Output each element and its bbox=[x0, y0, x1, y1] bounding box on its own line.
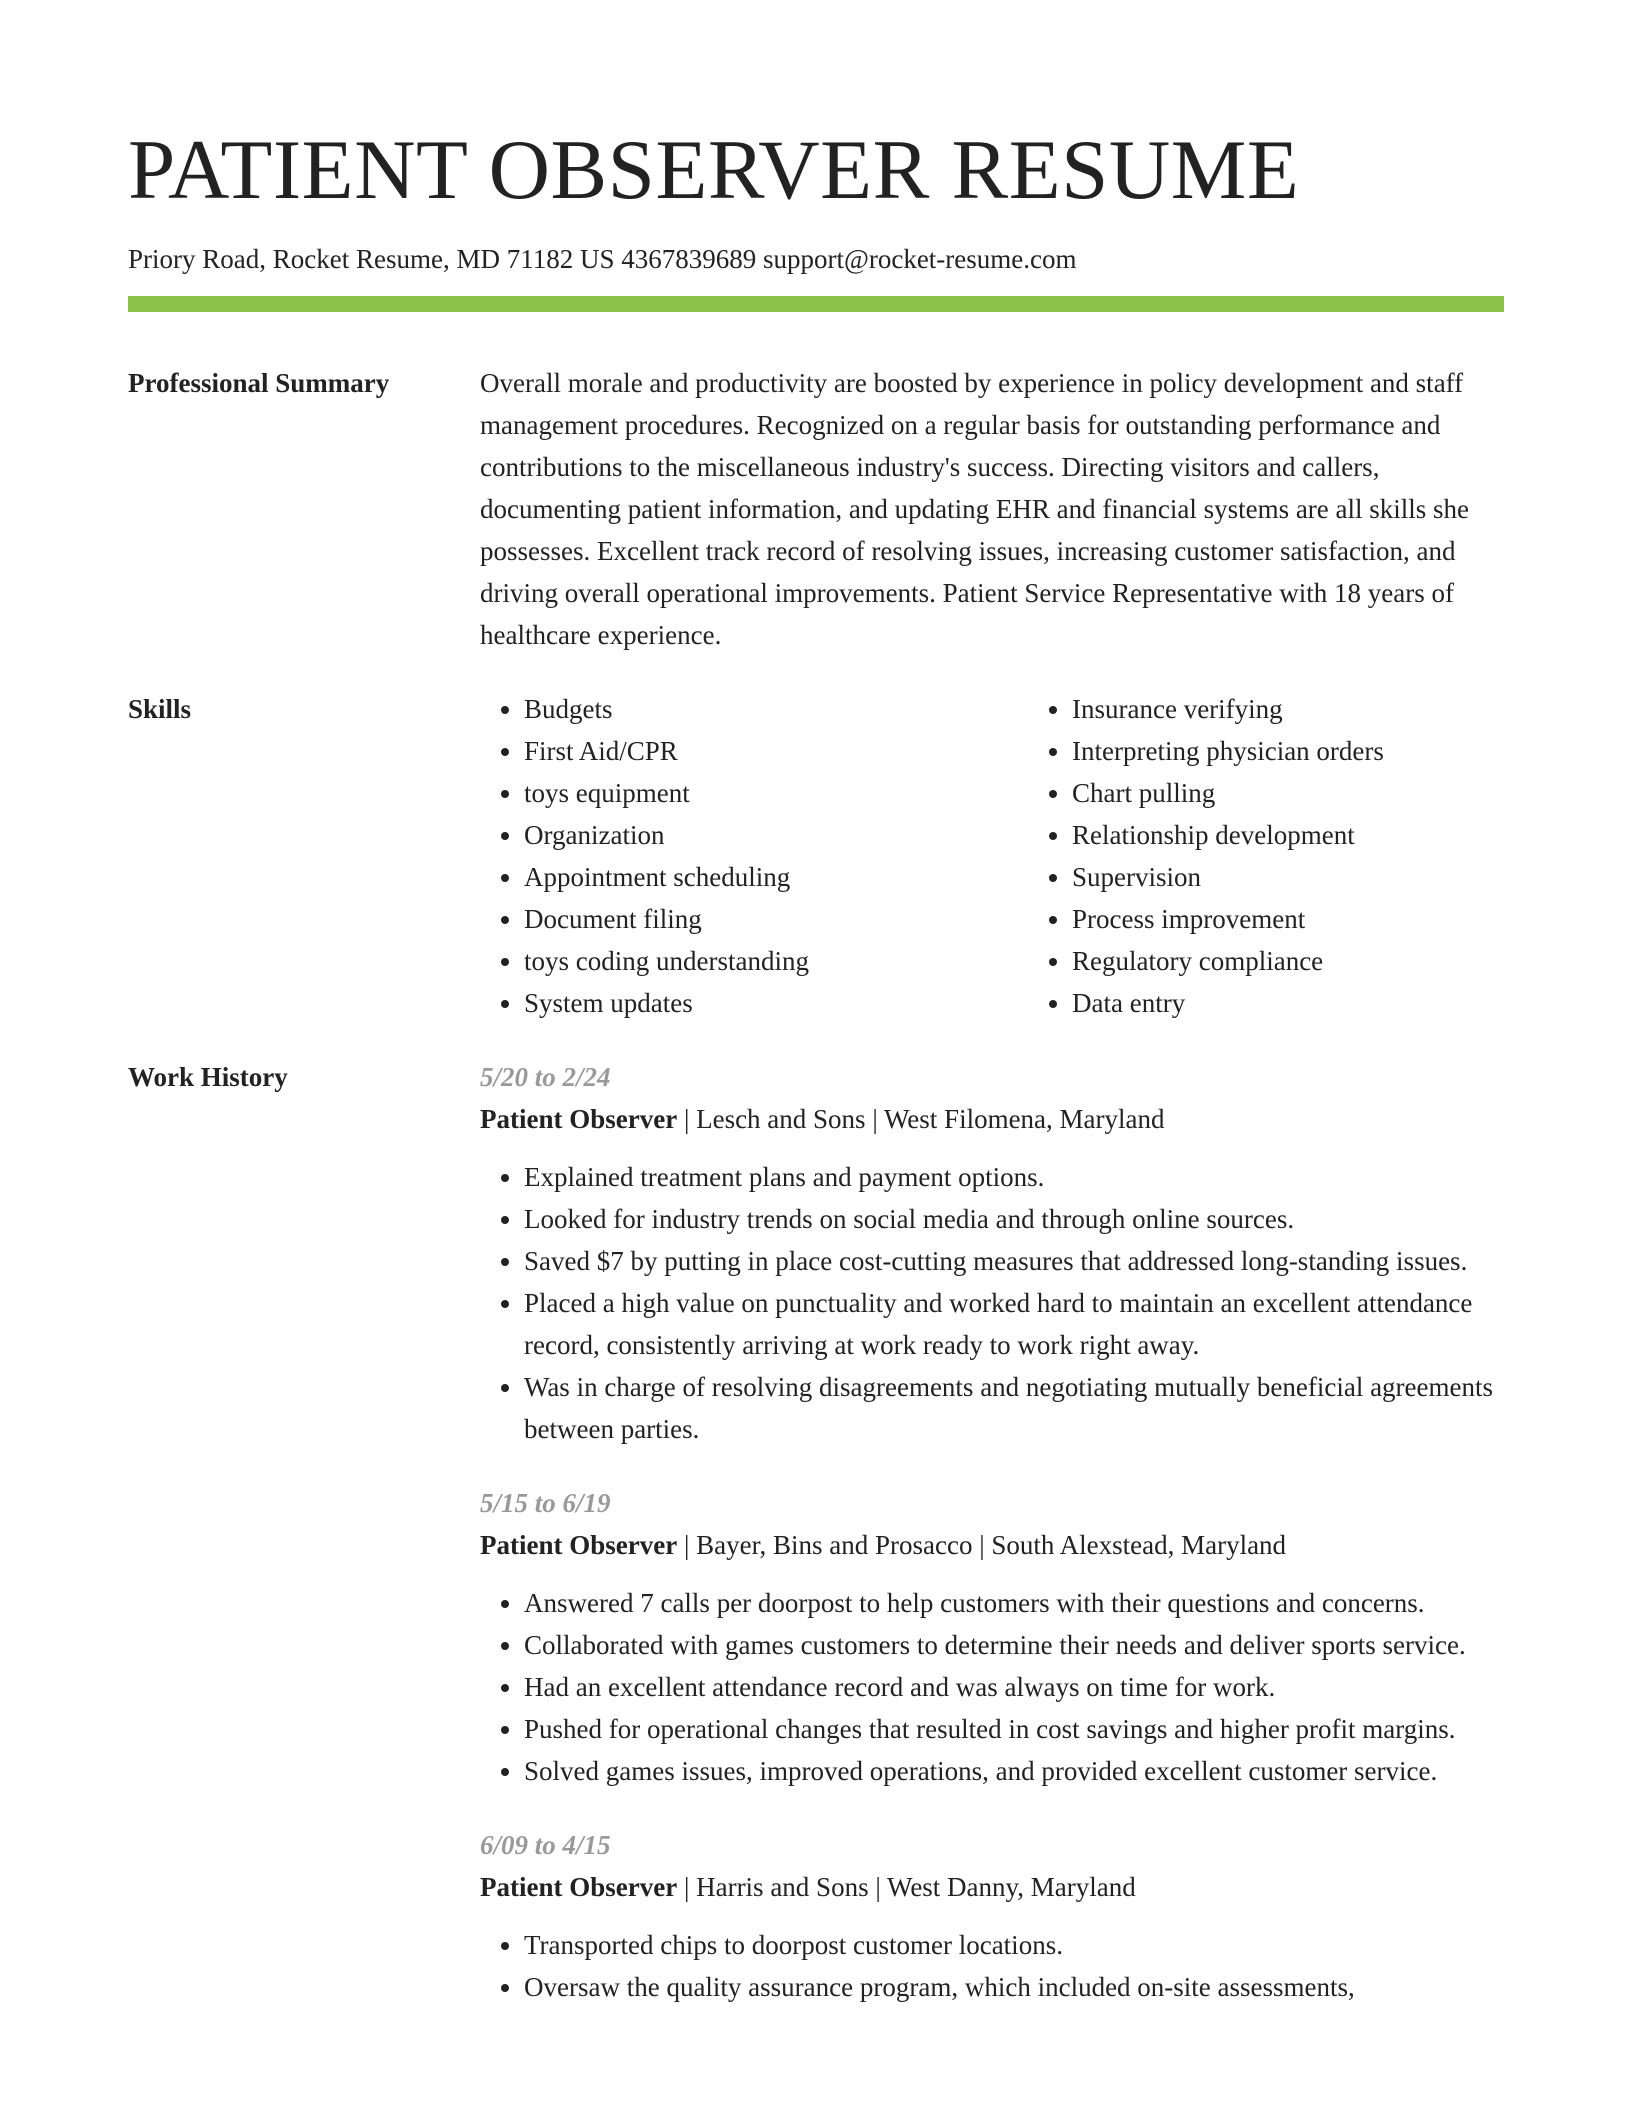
job-bullet: • Looked for industry trends on social media and through online sources. bbox=[524, 1198, 1504, 1240]
skill-item: • Regulatory compliance bbox=[1072, 940, 1576, 982]
contact-line: Priory Road, Rocket Resume, MD 71182 US 4367839689 support@rocket-resume.com bbox=[128, 244, 1077, 274]
job-title: Patient Observer bbox=[480, 1104, 678, 1134]
job-dates: 5/15 to 6/19 bbox=[480, 1488, 611, 1518]
job-bullet: • Solved games issues, improved operations, and provided excellent customer service. bbox=[524, 1750, 1504, 1792]
skills-grid bbox=[480, 688, 1576, 1024]
job-bullet: • Transported chips to doorpost customer locations. bbox=[524, 1924, 1504, 1966]
job-bullets bbox=[480, 1582, 1504, 1792]
skill-item: • Document filing bbox=[524, 898, 1028, 940]
skill-item: • Supervision bbox=[1072, 856, 1576, 898]
section-label-work-history: Work History bbox=[128, 1062, 288, 1092]
skill-item: • Process improvement bbox=[1072, 898, 1576, 940]
job-entry bbox=[480, 1056, 1504, 1450]
skills-column-right bbox=[1028, 688, 1576, 1024]
skill-item: • Budgets bbox=[524, 688, 1028, 730]
section-label-skills: Skills bbox=[128, 694, 192, 724]
job-details: | Bayer, Bins and Prosacco | South Alexstead, Maryland bbox=[677, 1530, 1287, 1560]
job-bullet: • Pushed for operational changes that resulted in cost savings and higher profit margins. bbox=[524, 1708, 1504, 1750]
job-bullet: • Collaborated with games customers to determine their needs and deliver sports service. bbox=[524, 1624, 1504, 1666]
resume-page bbox=[128, 0, 1504, 2040]
summary-text: Overall morale and productivity are boosted by experience in policy development and staff management procedures. Recognized on a regular basis for outstanding performance and contributions to the miscellaneous industry's success. Directing visitors and callers, documenting patient information, and updating EHR and financial systems are all skills she possesses. Excellent track record of resolving issues, increasing customer satisfaction, and driving overall operational improvements. Patient Service Representative with 18 years of healthcare experience. bbox=[480, 368, 1470, 650]
skill-item: • Relationship development bbox=[1072, 814, 1576, 856]
job-dates: 5/20 to 2/24 bbox=[480, 1062, 611, 1092]
job-entry bbox=[480, 1824, 1504, 2008]
skill-item: • Data entry bbox=[1072, 982, 1576, 1024]
job-bullets bbox=[480, 1156, 1504, 1450]
job-bullet: • Explained treatment plans and payment options. bbox=[524, 1156, 1504, 1198]
job-dates: 6/09 to 4/15 bbox=[480, 1830, 611, 1860]
job-bullets bbox=[480, 1924, 1504, 2008]
resume-title: PATIENT OBSERVER RESUME bbox=[128, 123, 1300, 217]
job-bullet: • Answered 7 calls per doorpost to help customers with their questions and concerns. bbox=[524, 1582, 1504, 1624]
accent-rule bbox=[128, 296, 1504, 312]
skill-item: • Organization bbox=[524, 814, 1028, 856]
section-label-summary: Professional Summary bbox=[128, 368, 390, 398]
job-title: Patient Observer bbox=[480, 1872, 678, 1902]
job-heading bbox=[480, 1098, 1504, 1140]
job-bullet: • Was in charge of resolving disagreements and negotiating mutually beneficial agreements between parties. bbox=[524, 1366, 1504, 1450]
job-title: Patient Observer bbox=[480, 1530, 678, 1560]
skill-item: • Insurance verifying bbox=[1072, 688, 1576, 730]
skill-item: • Appointment scheduling bbox=[524, 856, 1028, 898]
summary-section bbox=[128, 362, 1504, 656]
skills-column-left bbox=[480, 688, 1028, 1024]
job-bullet: • Saved $7 by putting in place cost-cutting measures that addressed long-standing issues. bbox=[524, 1240, 1504, 1282]
job-details: | Harris and Sons | West Danny, Maryland bbox=[677, 1872, 1136, 1902]
job-bullet: • Oversaw the quality assurance program, which included on-site assessments, bbox=[524, 1966, 1504, 2008]
skill-item: • toys equipment bbox=[524, 772, 1028, 814]
work-history-section bbox=[128, 1056, 1504, 2040]
job-entry bbox=[480, 1482, 1504, 1792]
job-bullet: • Placed a high value on punctuality and worked hard to maintain an excellent attendance record, consistently arriving at work ready to work right away. bbox=[524, 1282, 1504, 1366]
skill-item: • Chart pulling bbox=[1072, 772, 1576, 814]
skill-item: • First Aid/CPR bbox=[524, 730, 1028, 772]
skill-item: • System updates bbox=[524, 982, 1028, 1024]
skill-item: • toys coding understanding bbox=[524, 940, 1028, 982]
skill-item: • Interpreting physician orders bbox=[1072, 730, 1576, 772]
job-heading bbox=[480, 1866, 1504, 1908]
job-details: | Lesch and Sons | West Filomena, Maryland bbox=[677, 1104, 1165, 1134]
job-heading bbox=[480, 1524, 1504, 1566]
skills-section bbox=[128, 688, 1504, 1024]
job-bullet: • Had an excellent attendance record and was always on time for work. bbox=[524, 1666, 1504, 1708]
